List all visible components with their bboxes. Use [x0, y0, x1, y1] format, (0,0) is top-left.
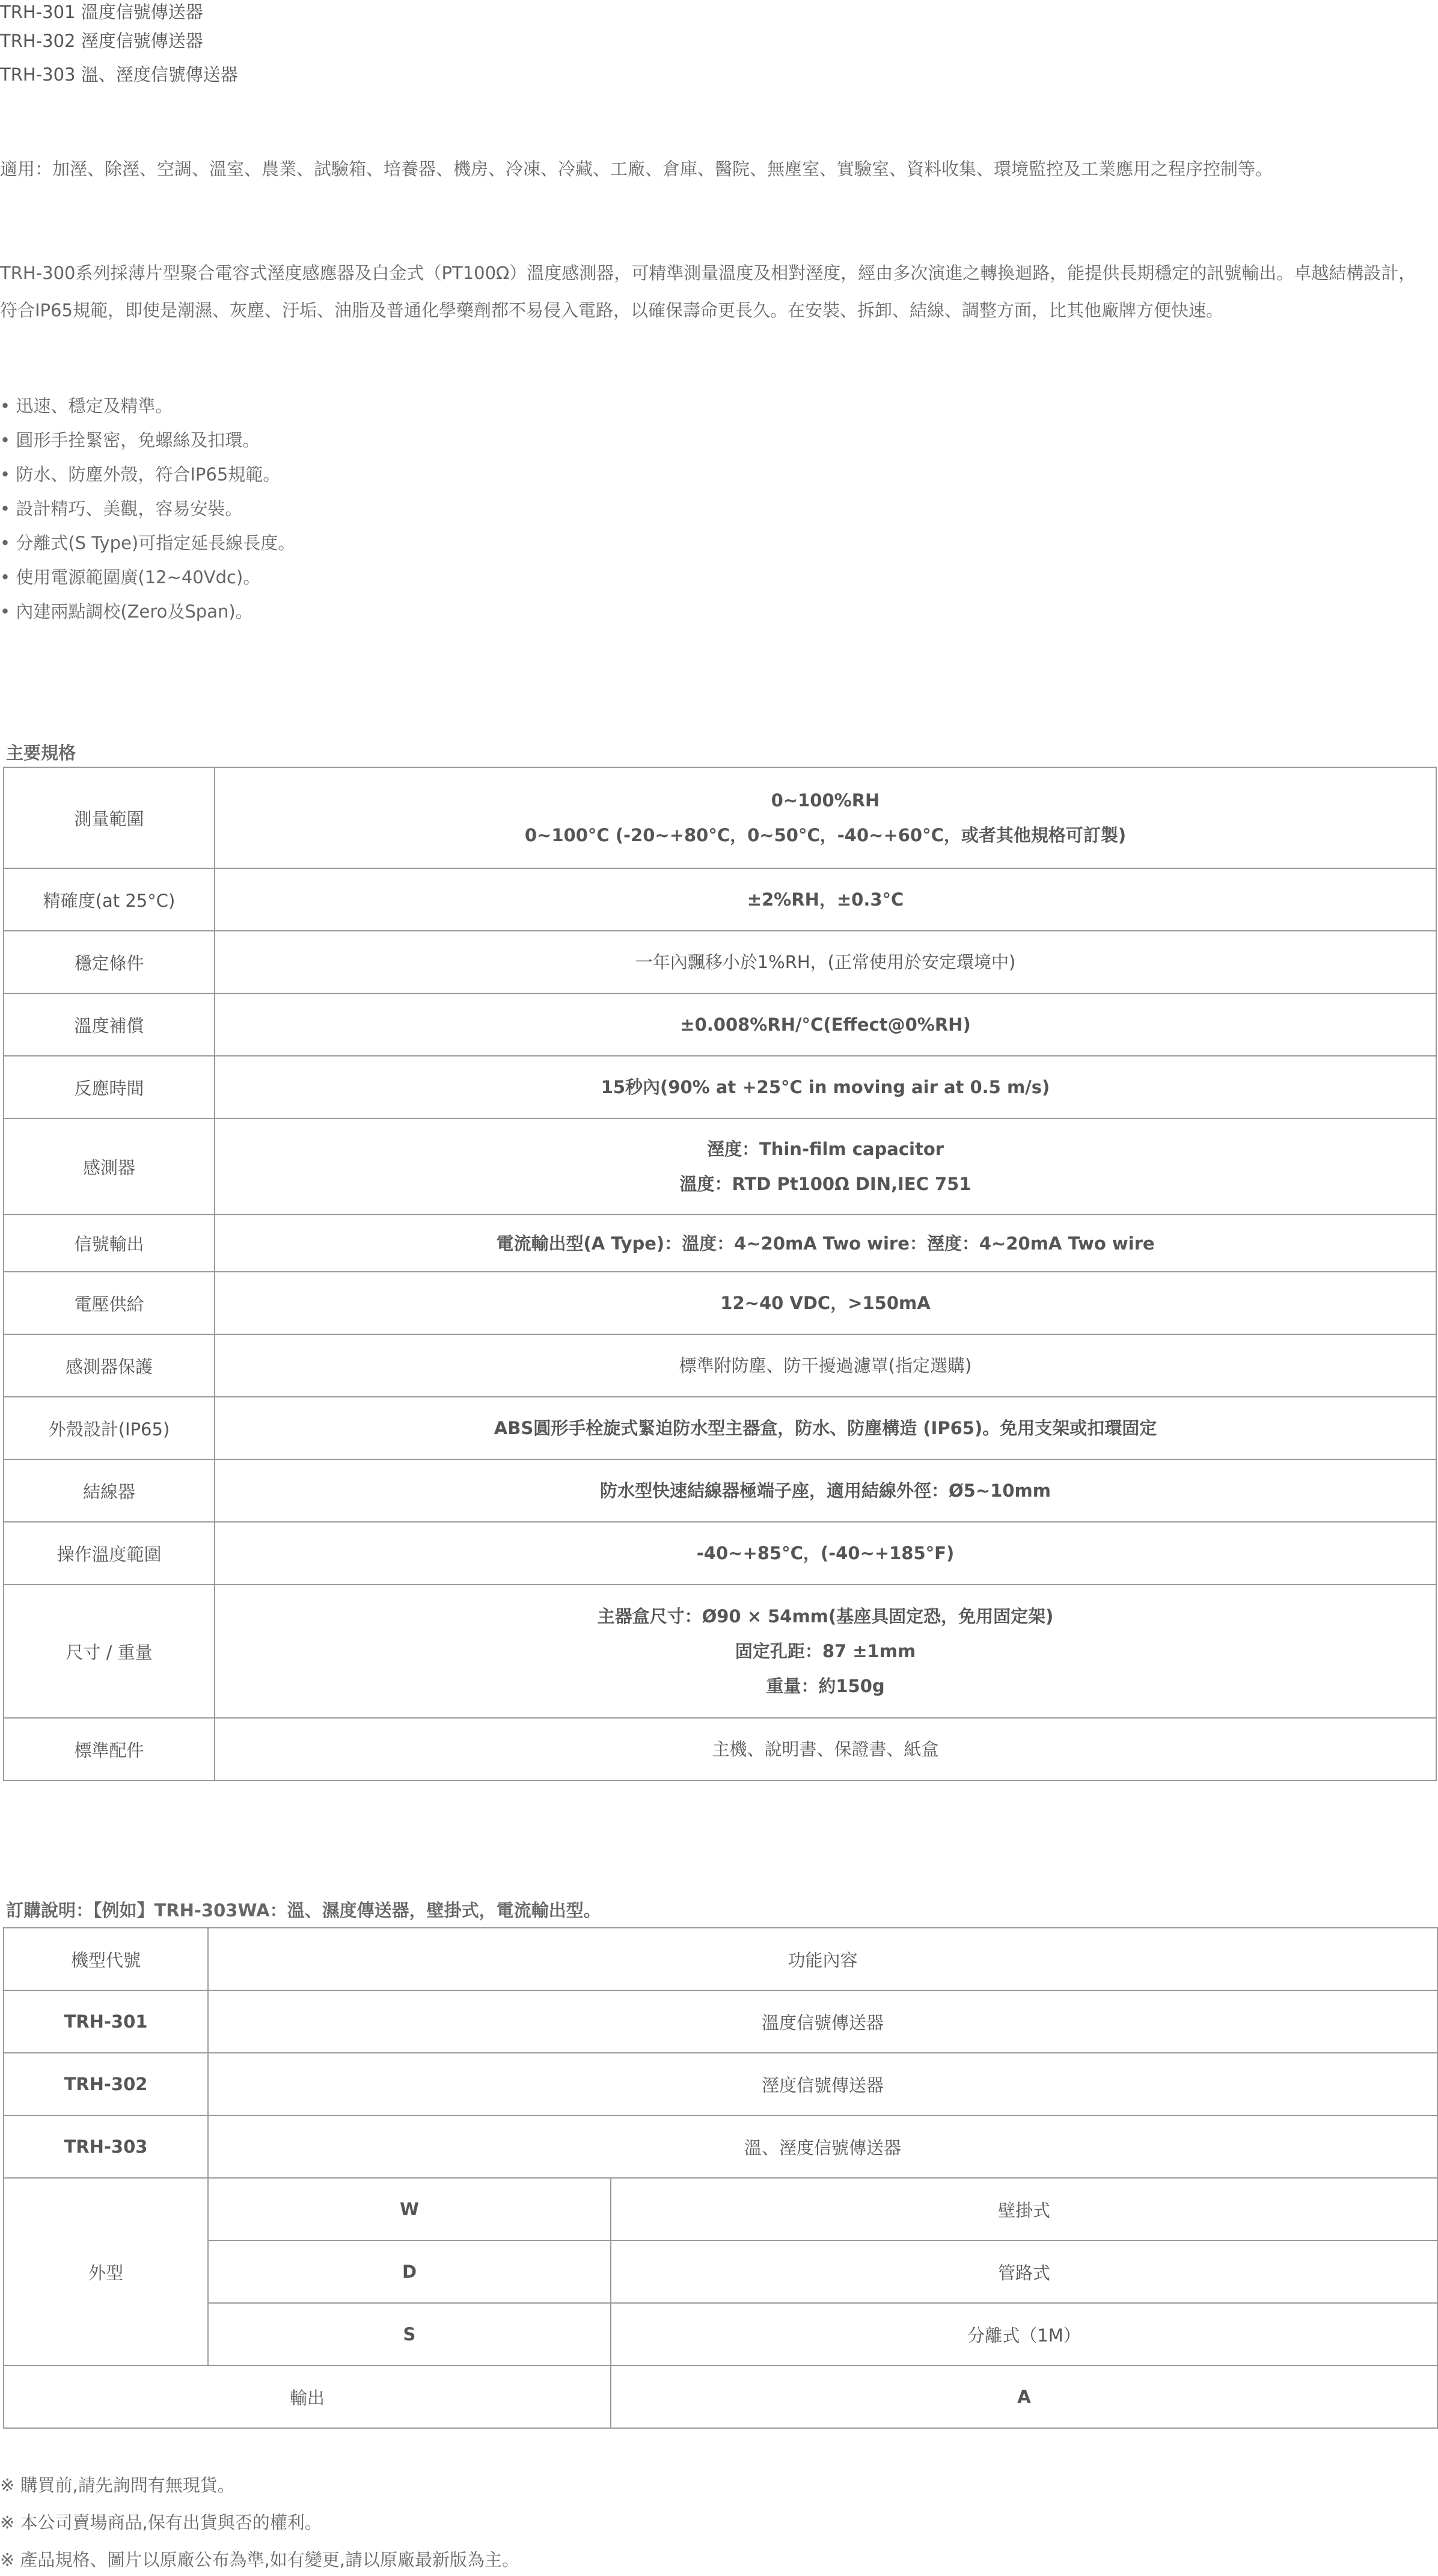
table-row	[4, 2053, 1437, 2115]
spec-label: 信號輸出	[4, 1215, 215, 1272]
table-row	[4, 1718, 1436, 1780]
table-row	[4, 931, 1436, 993]
spec-value-line: 重量：約150g	[766, 1676, 885, 1696]
note-item: ※ 購買前,請先詢問有無現貨。	[0, 2475, 235, 2495]
spec-label: 穩定條件	[4, 931, 215, 993]
spec-value-line: 主器盒尺寸：Ø90 × 54mm(基座具固定恐，免用固定架)	[597, 1606, 1054, 1627]
table-row	[4, 1118, 1436, 1215]
shape-label: 外型	[4, 2178, 208, 2366]
spec-label: 外殼設計(IP65)	[4, 1397, 215, 1459]
spec-value	[215, 1584, 1436, 1718]
spec-label: 操作溫度範圍	[4, 1522, 215, 1584]
spec-value: 電流輸出型(A Type)：溫度：4~20mA Two wire：溼度：4~20mA Two wire	[215, 1215, 1436, 1272]
order-section-title: 訂購說明：【例如】TRH-303WA：溫、濕度傳送器，壁掛式，電流輸出型。	[6, 1900, 601, 1921]
order-header-code: 機型代號	[4, 1928, 208, 1990]
spec-value-line: 固定孔距：87 ±1mm	[735, 1641, 916, 1661]
table-row	[4, 767, 1436, 868]
spec-value: ±2%RH，±0.3°C	[215, 868, 1436, 931]
spec-value-line: 0~100%RH	[771, 790, 880, 811]
table-row	[4, 1334, 1436, 1397]
spec-label: 感測器	[4, 1118, 215, 1215]
feature-item: • 設計精巧、美觀，容易安裝。	[0, 498, 243, 519]
shape-code: S	[208, 2303, 611, 2366]
table-row	[4, 993, 1436, 1056]
spec-value: ABS圓形手栓旋式緊迫防水型主器盒，防水、防塵構造 (IP65)。免用支架或扣環固定	[215, 1397, 1436, 1459]
table-row	[4, 1928, 1437, 1990]
description-text: TRH-300系列採薄片型聚合電容式溼度感應器及白金式（PT100Ω）溫度感測器，可精準測量溫度及相對溼度，經由多次演進之轉換迴路，能提供長期穩定的訊號輸出。卓越結構設計，符合IP65規範，即使是潮濕、灰塵、汙垢、油脂及普通化學藥劑都不易侵入電路，以確保壽命更長久。在安裝、拆卸、結線、調整方面，比其他廠牌方便快速。	[0, 263, 1416, 320]
feature-item: • 迅速、穩定及精準。	[0, 396, 173, 416]
table-row	[4, 2240, 1437, 2303]
spec-section-title: 主要規格	[6, 743, 76, 763]
spec-value: 標準附防塵、防干擾過濾罩(指定選購)	[215, 1334, 1436, 1397]
spec-table	[3, 767, 1437, 1781]
spec-value: 防水型快速結線器極端子座，適用結線外徑：Ø5~10mm	[215, 1459, 1436, 1522]
spec-label: 尺寸 / 重量	[4, 1584, 215, 1718]
model-code: TRH-302	[4, 2053, 208, 2115]
spec-value: ±0.008%RH/°C(Effect@0%RH)	[215, 993, 1436, 1056]
feature-item: • 防水、防塵外殼，符合IP65規範。	[0, 464, 281, 485]
shape-name: 壁掛式	[611, 2178, 1437, 2240]
spec-value: 一年內飄移小於1%RH，(正常使用於安定環境中)	[215, 931, 1436, 993]
spec-label: 反應時間	[4, 1056, 215, 1118]
spec-value	[215, 767, 1436, 868]
spec-value: 12~40 VDC，>150mA	[215, 1272, 1436, 1334]
shape-code: D	[208, 2240, 611, 2303]
table-row	[4, 1272, 1436, 1334]
table-row	[4, 2178, 1437, 2240]
spec-label: 標準配件	[4, 1718, 215, 1780]
spec-value: 主機、說明書、保證書、紙盒	[215, 1718, 1436, 1780]
spec-label: 精確度(at 25°C)	[4, 868, 215, 931]
table-row	[4, 1215, 1436, 1272]
spec-value-line: 溼度：Thin-film capacitor	[706, 1139, 944, 1159]
table-row	[4, 2115, 1437, 2178]
product-title-303: TRH-303 溫、溼度信號傳送器	[0, 64, 238, 85]
table-row	[4, 1397, 1436, 1459]
note-item: ※ 本公司賣場商品,保有出貨與否的權利。	[0, 2512, 322, 2533]
order-header-function: 功能內容	[208, 1928, 1437, 1990]
table-row	[4, 1990, 1437, 2053]
feature-item: • 內建兩點調校(Zero及Span)。	[0, 601, 253, 622]
spec-label: 感測器保護	[4, 1334, 215, 1397]
feature-item: • 使用電源範圍廣(12~40Vdc)。	[0, 567, 261, 587]
table-row	[4, 1056, 1436, 1118]
spec-value	[215, 1118, 1436, 1215]
spec-value-line: 0~100°C (-20~+80°C，0~50°C，-40~+60°C，或者其他規格可訂製)	[524, 825, 1127, 845]
table-row	[4, 868, 1436, 931]
spec-label: 測量範圍	[4, 767, 215, 868]
feature-item: • 分離式(S Type)可指定延長線長度。	[0, 533, 296, 553]
table-row	[4, 1459, 1436, 1522]
spec-label: 結線器	[4, 1459, 215, 1522]
spec-value: -40~+85°C，(-40~+185°F)	[215, 1522, 1436, 1584]
table-row	[4, 1522, 1436, 1584]
model-code: TRH-303	[4, 2115, 208, 2178]
table-row	[4, 2303, 1437, 2366]
spec-label: 電壓供給	[4, 1272, 215, 1334]
output-label: 輸出	[4, 2366, 611, 2428]
product-title-302: TRH-302 溼度信號傳送器	[0, 31, 203, 51]
table-row	[4, 1584, 1436, 1718]
application-text: 適用：加溼、除溼、空調、溫室、農業、試驗箱、培養器、機房、冷凍、冷藏、工廠、倉庫、醫院、無塵室、實驗室、資料收集、環境監控及工業應用之程序控制等。	[0, 159, 1273, 179]
spec-value: 15秒內(90% at +25°C in moving air at 0.5 m/s)	[215, 1056, 1436, 1118]
order-table	[3, 1927, 1438, 2429]
shape-code: W	[208, 2178, 611, 2240]
spec-value-line: 溫度：RTD Pt100Ω DIN,IEC 751	[679, 1174, 971, 1194]
output-code: A	[611, 2366, 1437, 2428]
shape-name: 分離式（1M）	[611, 2303, 1437, 2366]
model-function: 溼度信號傳送器	[208, 2053, 1437, 2115]
model-function: 溫度信號傳送器	[208, 1990, 1437, 2053]
product-title-301: TRH-301 溫度信號傳送器	[0, 2, 203, 22]
note-item: ※ 產品規格、圖片以原廠公布為準,如有變更,請以原廠最新版為主。	[0, 2550, 519, 2570]
model-code: TRH-301	[4, 1990, 208, 2053]
spec-label: 溫度補償	[4, 993, 215, 1056]
table-row	[4, 2366, 1437, 2428]
model-function: 溫、溼度信號傳送器	[208, 2115, 1437, 2178]
feature-item: • 圓形手拴緊密，免螺絲及扣環。	[0, 430, 260, 450]
shape-name: 管路式	[611, 2240, 1437, 2303]
